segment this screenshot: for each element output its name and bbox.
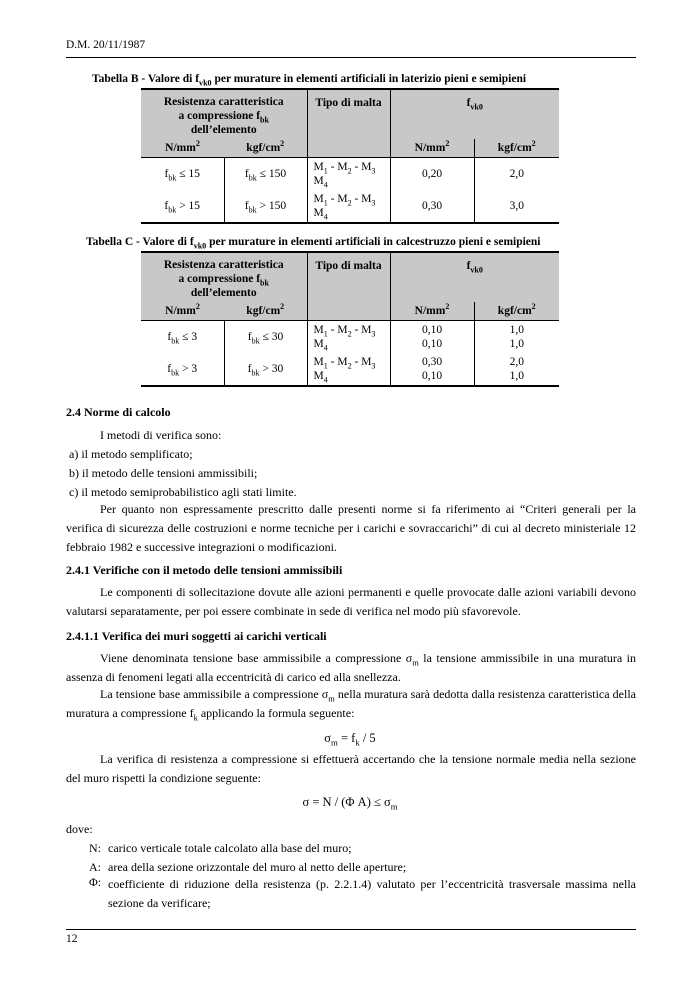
definition-key: Φ: [89,875,102,889]
section-intro: I metodi di verifica sono: [100,428,222,442]
header-tipo-malta: Tipo di malta [307,252,390,321]
table-c [141,251,559,387]
paragraph: La verifica di resistenza a compressione si effettuerà accertando che la tensione normale media nella sezione del muro rispetti la condizione seguente: [66,752,636,785]
section-heading-2-4-1-1: 2.4.1.1 Verifica dei muri soggetti ai carichi verticali [66,629,327,643]
cell-value: 2,0 1,0 [474,353,559,386]
page-number: 12 [66,933,78,945]
cell-value: 0,30 [390,190,474,223]
formula-verifica: σ = N / (Φ $A) \le \sigma_m$ [302,795,398,812]
formula-sigma-m: $\sigma_m = f_k / 5$ [324,731,376,748]
cell-fbk: $f_{bk} \le 15$ [141,158,224,191]
cell-value: 0,20 [390,158,474,191]
cell-value: 1,0 1,0 [474,321,559,354]
header-resistenza: Resistenza caratteristica a compressione $f_{bk}$ dell’elemento [141,252,307,302]
definition-text: area della sezione orizzontale del muro al netto delle aperture; [108,860,407,874]
paragraph: Per quanto non espressamente prescritto dalle presenti norme si fa riferimento ai “Criteri generali per la verifica di sicurezza delle costruzioni e norme tecniche per i carichi e sovraccarichi” di cui al decreto ministeriale 12 febbraio 1982 e successive integrazioni o modificazioni. [66,502,636,554]
cell-value: 0,30 0,10 [390,353,474,386]
section-heading-2-4-1: 2.4.1 Verifiche con il metodo delle tensioni ammissibili [66,563,343,577]
unit-nmm: $N/mm^2$ [390,302,474,321]
unit-nmm: $N/mm^2$ [390,139,474,158]
definition-key: N: [89,841,101,855]
cell-fbk: $f_{bk} \le 3$ [141,321,224,354]
cell-value: 2,0 [474,158,559,191]
list-item: c) il metodo semiprobabilistico agli stati limite. [69,485,297,499]
table-b-caption: Tabella B - Valore di $f_{vk0}$ per murature in elementi artificiali in laterizio pieni e semipieni [92,73,527,88]
definition-text: carico verticale totale calcolato alla base del muro; [108,841,352,855]
header-tipo-malta: Tipo di malta [307,89,390,158]
cell-fbk: $f_{bk} > 3$ [141,353,224,386]
header-resistenza: Resistenza caratteristica a compressione $f_{bk}$ dell’elemento [141,89,307,139]
header-rule [66,57,636,58]
table-row [141,190,559,223]
cell-value: 0,10 0,10 [390,321,474,354]
paragraph: Viene denominata tensione base ammissibile a compressione $\sigma_m$ la tensione ammissibile in una muratura in assenza di fenomeni legati alla eccentricità di carico ed alla snellezza. [66,651,637,684]
cell-malta: $M_1 - M_2 - M_3$ $M_4$ [307,353,390,386]
unit-kgf: kgf/$cm^2$ [497,302,536,317]
cell-value: 3,0 [474,190,559,223]
footer-rule [66,929,636,930]
table-row [141,321,559,354]
unit-nmm: $N/mm^2$ [165,139,200,154]
dove-label: dove: [66,822,93,836]
definition-key: A: [89,860,101,874]
cell-fbk: $f_{bk} \le 30$ [224,321,307,354]
table-header-row [141,252,559,302]
cell-fbk: $f_{bk} > 30$ [224,353,307,386]
table-header-row [141,89,559,139]
header-fvk0: $f_{vk0}$ [390,252,559,302]
running-header: D.M. 20/11/1987 [66,39,146,51]
cell-malta: $M_1 - M_2 - M_3$ $M_4$ [307,158,390,191]
cell-malta: $M_1 - M_2 - M_3$ $M_4$ [307,321,390,354]
paragraph: Le componenti di sollecitazione dovute alle azioni permanenti e quelle provocate dalle azioni variabili devono valutarsi separatamente, per poi essere combinate in sede di verifica nel modo più sfavorevole. [66,585,636,618]
unit-kgf: kgf/$cm^2$ [497,139,536,154]
table-b [141,88,559,224]
header-fvk0: $f_{vk0}$ [390,89,559,139]
unit-kgf: kgf/$cm^2$ [224,139,307,158]
table-row [141,353,559,386]
cell-fbk: $f_{bk} > 150$ [224,190,307,223]
cell-fbk: $f_{bk} > 15$ [141,190,224,223]
cell-malta: $M_1 - M_2 - M_3$ $M_4$ [307,190,390,223]
table-row [141,158,559,191]
unit-kgf: kgf/$cm^2$ [224,302,307,321]
paragraph: La tensione base ammissibile a compressione $\sigma_m$ nella muratura sarà dedotta dalla resistenza caratteristica della muratura a compressione $f_k$ applicando la formula seguente: [66,687,636,723]
section-heading-2-4: 2.4 Norme di calcolo [66,405,171,419]
list-item: b) il metodo delle tensioni ammissibili; [69,466,258,480]
definition-text: coefficiente di riduzione della resistenza (p. 2.2.1.4) valutato per l’eccentricità trasversale massima nella sezione da verificare; [108,877,636,910]
cell-fbk: $f_{bk} \le 150$ [224,158,307,191]
table-c-caption: Tabella C - Valore di $f_{vk0}$ per murature in elementi artificiali in calcestruzzo pieni e semipieni [86,236,541,251]
list-item: a) il metodo semplificato; [69,447,193,461]
unit-nmm: $N/mm^2$ [165,302,200,317]
